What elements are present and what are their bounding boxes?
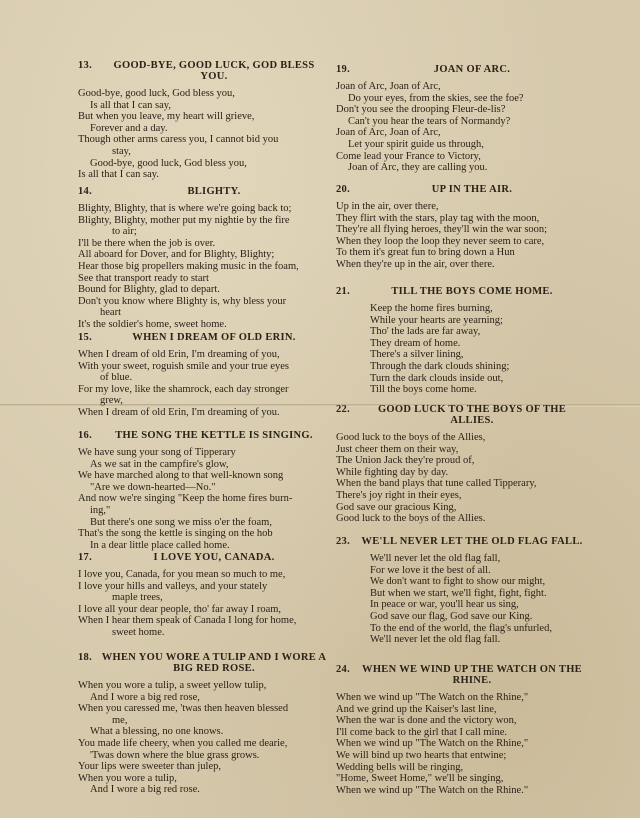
song-number: 13. [78, 60, 93, 71]
lyric-line: Joan of Arc, Joan of Arc, [336, 81, 441, 92]
lyric-line: Hear those big propellers making music in the foam, [78, 260, 299, 272]
lyric-line: When they're up in the air, over there. [336, 258, 495, 270]
song-lyrics [78, 680, 328, 796]
lyric-line: In peace or war, you'll hear us sing, [370, 599, 519, 611]
lyric-line: See that transport ready to start [78, 272, 209, 284]
lyric-line: Don't you see the drooping Fleur-de-lis? [336, 104, 506, 116]
lyric-line: Let your spirit guide us through, [348, 138, 484, 150]
lyric-line: When they loop the loop they never seem to care, [336, 235, 545, 247]
lyric-line: Through the dark clouds shining; [370, 360, 510, 372]
song-number: 16. [78, 430, 93, 441]
song-lyrics [336, 201, 586, 271]
lyric-line: When you caressed me, 'twas then heaven blessed [78, 703, 289, 715]
song-lyrics [78, 569, 328, 639]
lyric-line: Come lead your France to Victory, [336, 150, 481, 162]
lyric-line: The Union Jack they're proud of, [336, 455, 475, 467]
lyric-line: You made life cheery, when you called me dearie, [78, 737, 288, 749]
song-till-the-boys-come-home [336, 286, 586, 396]
song-title [78, 652, 328, 674]
lyric-line: I love your hills and valleys, and your stately [78, 580, 268, 592]
lyric-line: We'll never let the old flag fall, [370, 553, 501, 564]
song-good-luck-to-the-boys-of-the-allies [336, 404, 586, 525]
song-number: 22. [336, 404, 351, 415]
song-title [78, 60, 328, 82]
lyric-line: While your hearts are yearning; [370, 314, 503, 326]
lyric-line: Is all that I can say, [90, 99, 171, 111]
lyric-line: They dream of home. [370, 337, 461, 349]
song-when-i-dream-of-old-erin [78, 332, 328, 419]
lyric-line: Tho' the lads are far away, [370, 326, 481, 338]
lyric-line: of blue. [100, 372, 133, 384]
song-blighty [78, 186, 328, 331]
song-title-text: BLIGHTY. [187, 186, 241, 197]
lyric-line: With your sweet, roguish smile and your true eyes [78, 360, 289, 372]
lyric-line: For we love it the best of all. [370, 564, 491, 576]
song-title-text: THE SONG THE KETTLE IS SINGING. [115, 430, 313, 441]
song-number: 19. [336, 64, 351, 75]
song-title-text: WHEN I DREAM OF OLD ERIN. [132, 332, 296, 343]
lyric-line: Your lips were sweeter than julep, [78, 761, 221, 773]
song-title [336, 64, 586, 75]
song-number: 23. [336, 536, 351, 547]
lyric-line: Do your eyes, from the skies, see the foe? [348, 92, 524, 104]
lyric-line: We have marched along to that well-known song [78, 470, 284, 482]
lyric-line: maple trees, [112, 592, 163, 604]
song-title [336, 404, 586, 426]
song-lyrics [336, 303, 586, 396]
lyric-line: God save our gracious King, [336, 501, 457, 513]
song-title [78, 430, 328, 441]
lyric-line: Blighty, Blighty, that is where we're going back to; [78, 203, 292, 214]
song-lyrics [78, 203, 328, 331]
song-joan-of-arc [336, 64, 586, 174]
song-title-text: UP IN THE AIR. [431, 184, 513, 195]
lyric-line: While fighting day by day. [336, 466, 449, 478]
lyric-line: In a dear little place called home. [90, 539, 230, 551]
lyric-line: Good luck to the boys of the Allies. [336, 513, 486, 525]
song-when-we-wind-up-the-watch-on-the-rhine [336, 664, 586, 796]
song-title [78, 186, 328, 197]
song-title-text: I LOVE YOU, CANADA. [153, 552, 275, 563]
lyric-line: There's a silver lining, [370, 349, 464, 361]
song-number: 18. [78, 652, 93, 663]
lyric-line: That's the song the kettle is singing on the hob [78, 528, 273, 540]
lyric-line: We will bind up two hearts that entwine; [336, 749, 507, 761]
song-title [78, 552, 328, 563]
song-title [78, 332, 328, 343]
lyric-line: Bound for Blighty, glad to depart. [78, 284, 220, 296]
lyric-line: And now we're singing "Keep the home fires burn- [78, 493, 293, 505]
lyric-line: Don't you know where Blighty is, why bless your [78, 295, 287, 307]
song-lyrics [336, 432, 586, 525]
lyric-line: Joan of Arc, Joan of Arc, [336, 127, 441, 139]
song-title [336, 184, 586, 195]
song-lyrics [336, 553, 586, 646]
song-number: 21. [336, 286, 351, 297]
song-title-text: TILL THE BOYS COME HOME. [391, 286, 553, 297]
lyric-line: When I dream of old Erin, I'm dreaming of you. [78, 406, 280, 418]
song-up-in-the-air [336, 184, 586, 271]
lyric-line: What a blessing, no one knows. [90, 726, 224, 738]
lyric-line: But there's one song we miss o'er the foam, [90, 516, 272, 528]
lyric-line: We don't want to fight to show our might, [370, 576, 546, 588]
lyric-line: me, [112, 714, 128, 726]
lyric-line: I'll be there when the job is over. [78, 237, 216, 249]
lyric-line: To the end of the world, the flag's unfurled, [370, 622, 552, 634]
lyric-line: They're all flying heroes, they'll win the war soon; [336, 224, 548, 236]
lyric-line: I love you, Canada, for you mean so much to me, [78, 569, 286, 580]
lyric-line: sweet home. [112, 626, 165, 638]
lyric-line: 'Twas down where the blue grass grows. [90, 749, 260, 761]
song-title-text: GOOD-BYE, GOOD LUCK, GOD BLESS YOU. [113, 60, 315, 82]
song-title [336, 286, 586, 297]
song-when-you-wore-a-tulip-and-i-wore-a-big-red-rose [78, 652, 328, 796]
song-title-text: WHEN WE WIND UP THE WATCH ON THE RHINE. [362, 664, 582, 686]
lyric-line: Just cheer them on their way, [336, 443, 459, 455]
lyric-line: When you wore a tulip, a sweet yellow tulip, [78, 680, 267, 691]
lyric-line: All aboard for Dover, and for Blighty, Blighty; [78, 249, 275, 261]
song-lyrics [78, 349, 328, 419]
lyric-line: ing," [90, 504, 111, 516]
lyric-line: When we wind up "The Watch on the Rhine," [336, 738, 529, 750]
lyric-line: They flirt with the stars, play tag with the moon, [336, 212, 540, 224]
song-we-ll-never-let-the-old-flag-fall [336, 536, 586, 646]
song-lyrics [336, 81, 586, 174]
lyric-line: There's joy right in their eyes, [336, 489, 462, 501]
lyric-line: When the war is done and the victory won, [336, 715, 517, 727]
lyric-line: Till the boys come home. [370, 384, 477, 396]
song-lyrics [78, 88, 328, 181]
song-title-text: GOOD LUCK TO THE BOYS OF THE ALLIES. [377, 404, 567, 426]
song-title-text: JOAN OF ARC. [433, 64, 511, 75]
lyric-line: I'll come back to the girl that I call mine. [336, 726, 507, 738]
lyric-line: And I wore a big red rose. [90, 784, 200, 796]
song-number: 15. [78, 332, 93, 343]
lyric-line: Good-bye, good luck, God bless you, [78, 88, 235, 99]
lyric-line: As we sat in the campfire's glow, [90, 458, 229, 470]
lyric-line: to air; [112, 226, 137, 238]
song-number: 24. [336, 664, 351, 675]
lyric-line: When we wind up "The Watch on the Rhine," [336, 692, 529, 703]
lyric-line: "Home, Sweet Home," we'll be singing, [336, 773, 504, 785]
lyric-line: stay, [112, 145, 131, 157]
lyric-line: Good luck to the boys of the Allies, [336, 432, 486, 443]
lyric-line: Joan of Arc, they are calling you. [348, 162, 488, 174]
lyric-line: Turn the dark clouds inside out, [370, 372, 504, 384]
lyric-line: And we grind up the Kaiser's last line, [336, 703, 497, 715]
lyric-line: When the band plays that tune called Tipperary, [336, 478, 537, 490]
lyric-line: But when we start, we'll fight, fight, fight. [370, 587, 547, 599]
lyric-line: And I wore a big red rose, [90, 691, 200, 703]
lyric-line: Blighty, Blighty, mother put my nightie by the fire [78, 214, 290, 226]
song-title-text: WE'LL NEVER LET THE OLD FLAG FALL. [361, 536, 583, 547]
lyric-line: heart [100, 307, 121, 319]
song-lyrics [78, 447, 328, 551]
lyric-line: I love all your dear people, tho' far away I roam, [78, 603, 282, 615]
lyric-line: We'll never let the old flag fall. [370, 634, 501, 646]
lyric-line: Wedding bells will be ringing, [336, 761, 464, 773]
song-the-song-the-kettle-is-singing [78, 430, 328, 551]
song-title [336, 536, 586, 547]
lyric-line: Up in the air, over there, [336, 201, 439, 212]
lyric-line: Though other arms caress you, I cannot bid you [78, 134, 279, 146]
lyric-line: When we wind up "The Watch on the Rhine." [336, 784, 529, 796]
song-number: 17. [78, 552, 93, 563]
lyric-line: When I dream of old Erin, I'm dreaming of you, [78, 349, 280, 360]
song-number: 14. [78, 186, 93, 197]
song-good-bye-good-luck-god-bless-you [78, 60, 328, 181]
song-title-text: WHEN YOU WORE A TULIP AND I WORE A BIG RED ROSE. [101, 652, 327, 674]
lyric-line: When you wore a tulip, [78, 772, 177, 784]
lyric-line: To them it's great fun to bring down a Hun [336, 247, 515, 259]
song-number: 20. [336, 184, 351, 195]
lyric-line: Forever and a day. [90, 122, 168, 134]
lyric-line: It's the soldier's home, sweet home. [78, 318, 227, 330]
lyric-line: Good-bye, good luck, God bless you, [90, 157, 247, 169]
song-lyrics [336, 692, 586, 796]
song-i-love-you-canada [78, 552, 328, 639]
lyric-line: grew, [100, 395, 123, 407]
lyric-line: "Are we down-hearted—No." [90, 481, 216, 493]
lyric-line: God save our flag, God save our King. [370, 610, 533, 622]
lyric-line: For my love, like the shamrock, each day stronger [78, 383, 289, 395]
song-title [336, 664, 586, 686]
lyric-line: But when you leave, my heart will grieve, [78, 111, 255, 123]
lyric-line: We have sung your song of Tipperary [78, 447, 236, 458]
lyric-line: Can't you hear the tears of Normandy? [348, 115, 511, 127]
lyric-line: Keep the home fires burning, [370, 303, 493, 314]
lyric-line: Is all that I can say. [78, 169, 159, 181]
lyric-line: When I hear them speak of Canada I long for home, [78, 615, 297, 627]
